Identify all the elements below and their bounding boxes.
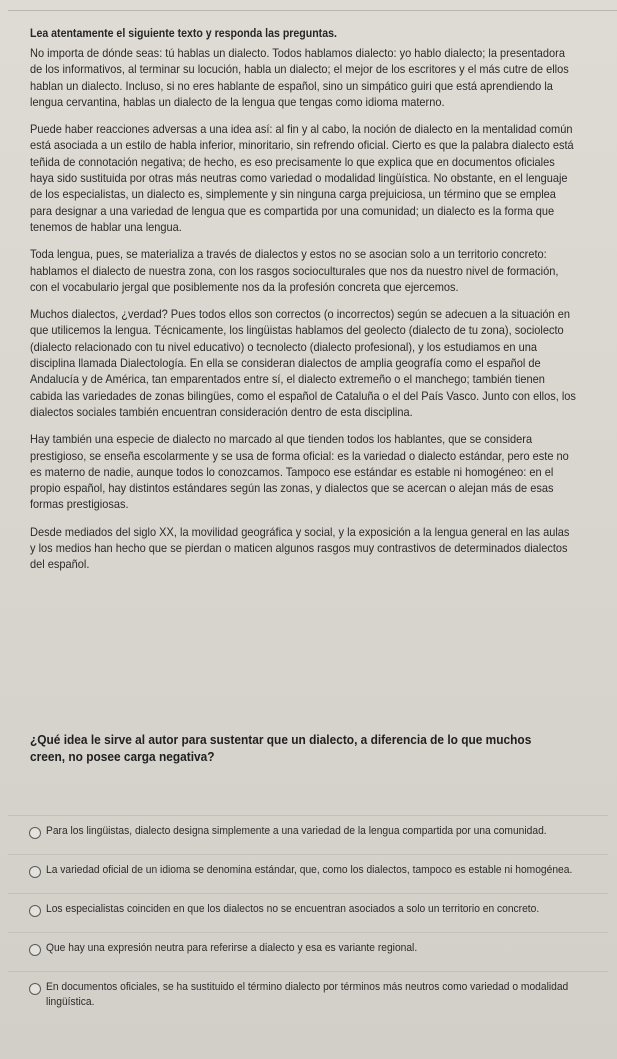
answer-options: [8, 815, 608, 1018]
answer-option-2[interactable]: [8, 854, 608, 893]
answer-option-label: Los especialistas coinciden en que los dialectos no se encuentran asociados a solo un territorio en concreto.: [46, 903, 540, 915]
reading-passage: [30, 46, 576, 585]
answer-option-1[interactable]: [8, 815, 608, 854]
answer-option-3[interactable]: [8, 893, 608, 932]
answer-option-label: Para los lingüistas, dialecto designa simplemente a una variedad de la lengua compartida por una comunidad.: [46, 825, 547, 837]
answer-option-label: La variedad oficial de un idioma se denomina estándar, que, como los dialectos, tampoco es estable ni homogénea.: [46, 864, 573, 876]
passage-paragraph-4: Muchos dialectos, ¿verdad? Pues todos ellos son correctos (o incorrectos) según se adecuen a la situación en que utilicemos la lengua. Técnicamente, los lingüistas hablamos del geolecto (dialecto de tu zona), sociolecto (dialecto relacionado con tu nivel educativo) o tecnolecto (dialecto profesional), y los estudiamos en una disciplina llamada Dialectología. En ella se consideran dialectos de amplia geografía como el español de Andalucía y de América, tan emparentados entre sí, el dialecto extremeño o el manchego; también tienen cabida las variedades de zonas bilingües, como el español de Cataluña o el del País Vasco. Junto con ellos, los dialectos sociales también encuentran consideración dentro de esta disciplina.: [30, 308, 576, 419]
passage-paragraph-6: Desde mediados del siglo XX, la movilidad geográfica y social, y la exposición a la lengua general en las aulas y los medios han hecho que se pierdan o maticen algunos rasgos muy contrastivos de determinados dialectos del español.: [30, 525, 570, 572]
radio-button-icon[interactable]: [29, 983, 41, 995]
top-divider: [8, 10, 617, 11]
passage-paragraph-1: No importa de dónde seas: tú hablas un dialecto. Todos hablamos dialecto: yo hablo dialecto; la presentadora de los informativos, al terminar su locución, habla un dialecto; el mejor de los escritores y el más cutre de ellos hablan un dialecto. Incluso, si no eres hablante de español, sino un simpático guiri que está aprendiendo la lengua cervantina, hablas un dialecto de la lengua que tengas como idioma materno.: [30, 47, 569, 109]
instruction-heading: Lea atentamente el siguiente texto y responda las preguntas.: [30, 28, 337, 40]
answer-option-5[interactable]: [8, 971, 608, 1018]
radio-button-icon[interactable]: [29, 905, 41, 917]
passage-paragraph-2: Puede haber reacciones adversas a una idea así: al fin y al cabo, la noción de dialecto en la mentalidad común está asociada a un estilo de habla inferior, minoritario, sin refrendo oficial. Cierto es que la palabra dialecto está teñida de connotación negativa; de hecho, es eso precisamente lo que explica que en documentos oficiales haya sido sustituida por otras más neutras como variedad o modalidad lingüística. No obstante, en el lenguaje de los especialistas, un dialecto es, simplemente y sin ninguna carga prejuiciosa, un término que se emplea para designar a una variedad de lengua que es compartida por una comunidad; un dialecto es la forma que tenemos de hablar una lengua.: [30, 123, 574, 234]
answer-option-label: Que hay una expresión neutra para referirse a dialecto y esa es variante regional.: [46, 942, 418, 954]
radio-button-icon[interactable]: [29, 866, 41, 878]
radio-button-icon[interactable]: [29, 944, 41, 956]
passage-paragraph-3: Toda lengua, pues, se materializa a través de dialectos y estos no se asocian solo a un territorio concreto: hablamos el dialecto de nuestra zona, con los rasgos socioculturales que nos da nuestro nivel de formación, con el vocabulario jergal que posiblemente nos da la profesión concreta que ejercemos.: [30, 248, 559, 294]
passage-paragraph-5: Hay también una especie de dialecto no marcado al que tienden todos los hablantes, que se considera prestigioso, se enseña escolarmente y se usa de forma oficial: es la variedad o dialecto estándar, pero este no es materno de nadie, aunque todos lo conozcamos. Tampoco ese estándar es estable ni homogéneo: en el propio español, hay distintos estándares según las zonas, y dialectos que se acercan o alejan más de esas formas prestigiosas.: [30, 433, 569, 512]
answer-option-4[interactable]: [8, 932, 608, 971]
radio-button-icon[interactable]: [29, 827, 41, 839]
question-text: ¿Qué idea le sirve al autor para sustentar que un dialecto, a diferencia de lo que muchos creen, no posee carga negativa?: [30, 732, 532, 764]
answer-option-label: En documentos oficiales, se ha sustituido el término dialecto por términos más neutros como variedad o modalidad lingüística.: [46, 981, 569, 1008]
